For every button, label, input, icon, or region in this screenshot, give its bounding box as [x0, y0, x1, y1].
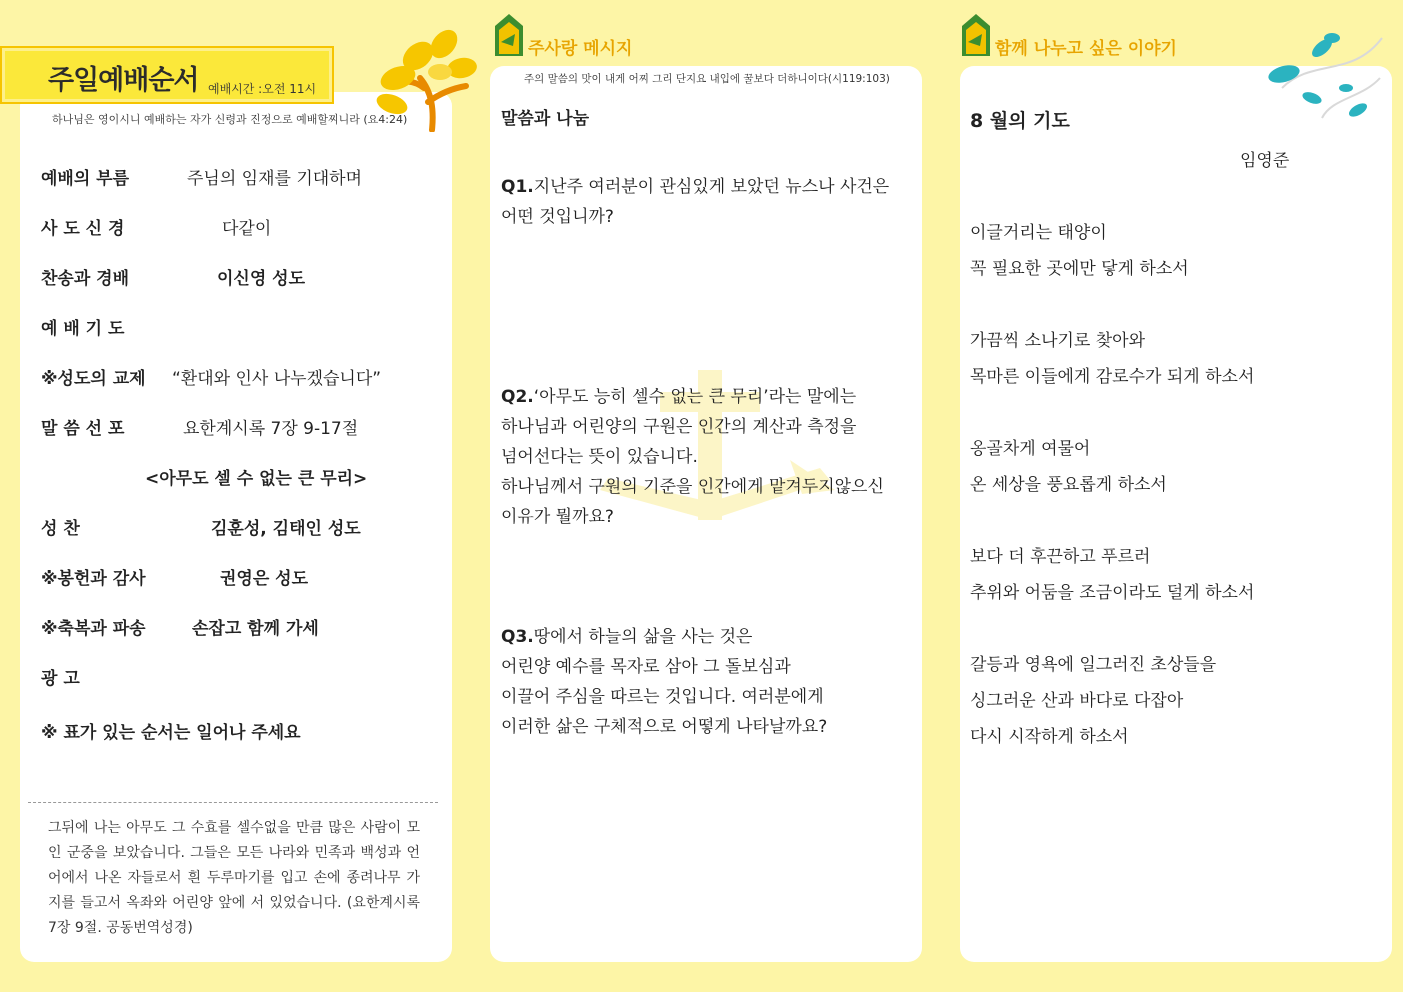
sermon-title: <아무도 셀 수 없는 큰 무리> [145, 469, 368, 489]
q1-line: 어떤 것입니까? [501, 207, 614, 227]
order-announcements [41, 664, 80, 689]
q1-label: Q1. [501, 177, 534, 197]
order-call-to-worship [41, 164, 363, 189]
order-sermon [41, 414, 359, 439]
order-value: 요한계시록 7장 9-17절 [183, 419, 359, 439]
order-communion [41, 514, 361, 539]
q3-line: 어린양 예수를 목자로 삼아 그 돌보심과 [501, 657, 791, 677]
poem-line: 갈등과 영욕에 일그러진 초상들을 [970, 655, 1217, 675]
poem-line: 온 세상을 풍요롭게 하소서 [970, 475, 1167, 495]
q2-line: 넘어선다는 뜻이 있습니다. [501, 447, 698, 467]
middle-verse: 주의 말씀의 맛이 내게 어찌 그리 단지요 내입에 꿀보다 더하니이다(시119:103) [524, 73, 890, 85]
order-value: 다같이 [222, 219, 272, 239]
q3-line: 땅에서 하늘의 삶을 사는 것은 [533, 627, 753, 647]
book-arrow-icon [958, 12, 994, 58]
q2-line: 하나님과 어린양의 구원은 인간의 계산과 측정을 [501, 417, 857, 437]
question-1 [501, 172, 889, 232]
standing-notice: ※ 표가 있는 순서는 일어나 주세요 [41, 723, 301, 743]
scripture-quote: 그뒤에 나는 아무도 그 수효를 셀수없을 만큼 많은 사람이 모인 군중을 보았습니다. 그들은 모든 나라와 민족과 백성과 언어에서 나온 자들로서 흰 두루마기를 입고 손에 종려나무 가지를 들고서 옥좌와 어린양 앞에 서 있었습니다. (요한계시록 7장 9절. 공동번역성경) [48, 820, 420, 936]
poem-author: 임영준 [1240, 151, 1290, 171]
q2-line: ‘아무도 능히 셀수 없는 큰 무리’라는 말에는 [533, 387, 857, 407]
order-benediction [41, 614, 319, 639]
q2-line: 이유가 뭘까요? [501, 507, 614, 527]
story-panel [960, 66, 1392, 962]
order-label: 말 씀 선 포 [41, 419, 125, 439]
order-fellowship [41, 364, 382, 389]
order-label: 예배의 부름 [41, 169, 130, 189]
poem-line: 목마른 이들에게 감로수가 되게 하소서 [970, 367, 1255, 387]
page-title: 주일예배순서 [48, 65, 199, 96]
poem-line: 추위와 어둠을 조금이라도 덜게 하소서 [970, 583, 1255, 603]
order-value: 김훈성, 김태인 성도 [211, 519, 361, 539]
middle-section-header: 주사랑 메시지 [528, 39, 633, 59]
q3-line: 이끌어 주심을 따르는 것입니다. 여러분에게 [501, 687, 824, 707]
order-label: 찬송과 경배 [41, 269, 130, 289]
tree-icon [362, 22, 478, 132]
order-prayer [41, 314, 124, 339]
message-title: 말씀과 나눔 [501, 109, 590, 129]
leaf-swirl-icon [1262, 18, 1392, 128]
order-label: ※봉헌과 감사 [41, 569, 146, 589]
order-offering [41, 564, 309, 589]
order-praise [41, 264, 306, 289]
order-label: 예 배 기 도 [41, 319, 125, 339]
q2-label: Q2. [501, 387, 534, 407]
order-label: 사 도 신 경 [41, 219, 125, 239]
order-value: 주님의 임재를 기대하며 [187, 169, 363, 189]
order-label: ※축복과 파송 [41, 619, 146, 639]
poem-title: 8 월의 기도 [970, 110, 1070, 132]
order-label: 성 찬 [41, 519, 80, 539]
order-label: 광 고 [41, 669, 80, 689]
poem-line: 싱그러운 산과 바다로 다잡아 [970, 691, 1184, 711]
poem-line: 이글거리는 태양이 [970, 223, 1107, 243]
poem-line: 다시 시작하게 하소서 [970, 727, 1129, 747]
order-value: 손잡고 함께 가세 [192, 619, 319, 639]
order-value: 권영은 성도 [220, 569, 309, 589]
right-section-header: 함께 나누고 싶은 이야기 [995, 39, 1177, 59]
poem-line: 가끔씩 소나기로 찾아와 [970, 331, 1146, 351]
poem-line: 보다 더 후끈하고 푸르러 [970, 547, 1151, 567]
q1-line: 지난주 여러분이 관심있게 보았던 뉴스나 사건은 [533, 177, 890, 197]
service-time: 예배시간 :오전 11시 [208, 82, 317, 96]
poem-line: 옹골차게 여물어 [970, 439, 1091, 459]
order-value: 이신영 성도 [217, 269, 306, 289]
order-label: ※성도의 교제 [41, 369, 146, 389]
question-3 [501, 622, 827, 742]
q3-line: 이러한 삶은 구체적으로 어떻게 나타날까요? [501, 717, 828, 737]
q3-label: Q3. [501, 627, 534, 647]
order-value: “환대와 인사 나누겠습니다” [172, 369, 382, 389]
order-apostles-creed [41, 214, 272, 239]
header-verse: 하나님은 영이시니 예배하는 자가 신령과 진정으로 예배할찌니라 (요4:24) [52, 113, 408, 126]
question-2 [501, 382, 884, 532]
poem-line: 꼭 필요한 곳에만 닿게 하소서 [970, 259, 1189, 279]
q2-line: 하나님께서 구원의 기준을 인간에게 맡겨두지않으신 [501, 477, 884, 497]
book-arrow-icon [491, 12, 527, 58]
divider [28, 802, 438, 803]
